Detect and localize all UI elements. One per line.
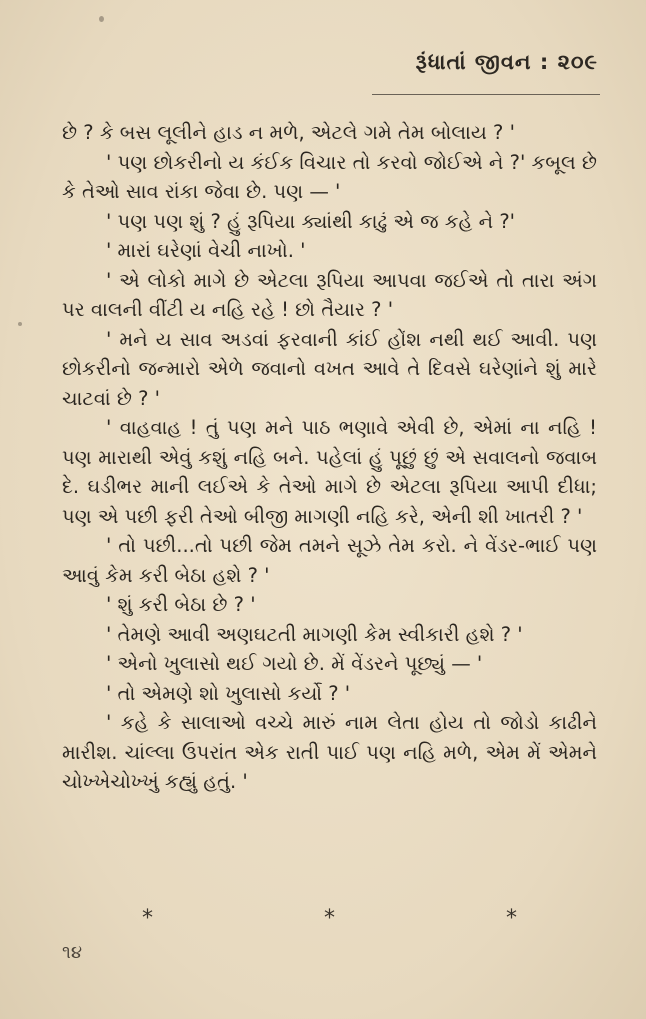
section-break-star: * (142, 906, 153, 931)
page-number: ૧૪ (62, 942, 82, 963)
paragraph: ' મને ય સાવ અડવાં ફરવાની કાંઈ હોંશ નથી થઈ આવી. પણ છોકરીનો જન્મારો એળે જવાનો વખત આવે તે દિવસે ઘરેણાંને શું મારે ચાટવાં છે ? ' (62, 327, 597, 410)
paragraph: ' તો એમણે શો ખુલાસો કર્યો ? ' (106, 681, 351, 705)
ink-speck (99, 16, 104, 22)
header-rule (372, 94, 600, 95)
paragraph: ' પણ છોકરીનો ય કંઈક વિચાર તો કરવો જોઈએ ને ?' કબૂલ છે કે તેઓ સાવ રાંકા જેવા છે. પણ — ' (62, 150, 597, 203)
body-text (62, 118, 597, 797)
paragraph: છે ? કે બસ લૂલીને હાડ ન મળે, એટલે ગમે તેમ બોલાય ? ' (62, 121, 515, 144)
section-break-star: * (506, 906, 517, 931)
paragraph: ' એનો ખુલાસો થઈ ગયો છે. મેં વેંડરને પૂછ્યું — ' (106, 652, 483, 675)
section-break-star: * (324, 906, 335, 931)
paragraph: ' એ લોકો માગે છે એટલા રૂપિયા આપવા જઈએ તો તારા અંગ પર વાલની વીંટી ય નહિ રહે ! છો તૈયાર ? ' (62, 268, 597, 321)
paragraph: ' કહે કે સાલાઓ વચ્ચે મારું નામ લેતા હોય તો જોડો કાઢીને મારીશ. ચાંલ્લા ઉપરાંત એક રાતી પાઈ પણ નહિ મળે, એમ મેં એમને ચોખ્ખેચોખ્ખું કહ્યું હતું. ' (62, 711, 597, 793)
paragraph: ' પણ પણ શું ? હું રૂપિયા ક્યાંથી કાઢું એ જ કહે ને ?' (106, 209, 516, 233)
paragraph: ' વાહવાહ ! તું પણ મને પાઠ ભણાવે એવી છે, એમાં ના નહિ ! પણ મારાથી એવું કશું નહિ બને. પહેલાં હું પૂછું છું એ સવાલનો જવાબ દે. ઘડીભર માની લઈએ કે તેઓ માગે છે એટલા રૂપિયા આપી દીધા; પણ એ પછી ફરી તેઓ બીજી માગણી નહિ કરે, એની શી ખાતરી ? ' (62, 416, 597, 528)
running-head: રૂંધાતાં જીવન : ૨૦૯ (415, 50, 598, 74)
section-break (62, 906, 597, 931)
paragraph: ' મારાં ઘરેણાં વેચી નાખો. ' (106, 239, 306, 262)
ink-speck (18, 322, 22, 326)
paragraph: ' તેમણે આવી અણઘટતી માગણી કેમ સ્વીકારી હશે ? ' (106, 622, 523, 646)
paragraph: ' તો પછી...તો પછી જેમ તમને સૂઝે તેમ કરો. ને વેંડર-ભાઈ પણ આવું કેમ કરી બેઠા હશે ? ' (62, 534, 597, 587)
paragraph: ' શું કરી બેઠા છે ? ' (106, 593, 256, 616)
